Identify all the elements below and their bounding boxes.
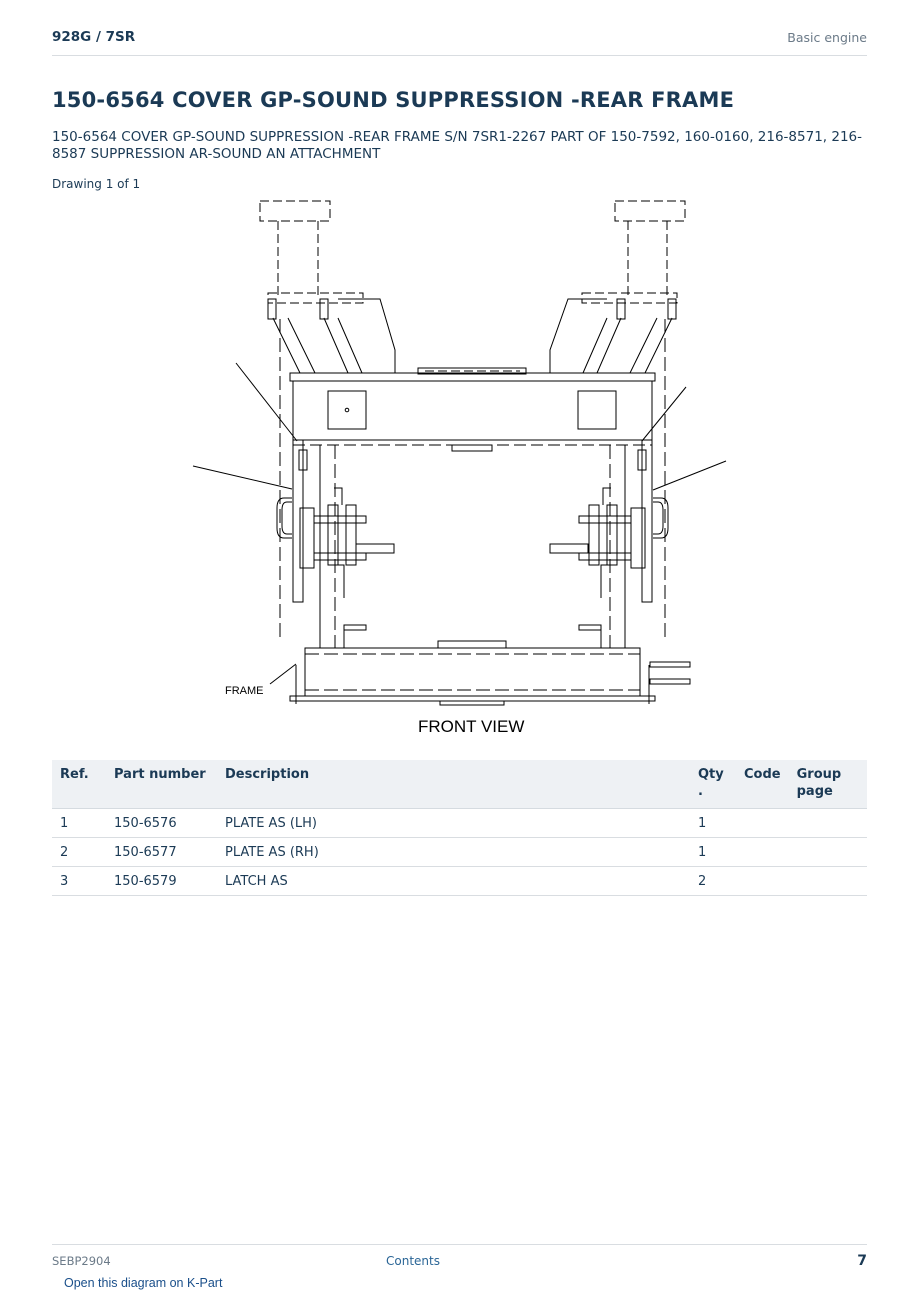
cell-ref: 3 bbox=[52, 867, 106, 896]
cell-description: PLATE AS (LH) bbox=[217, 809, 690, 838]
cell-ref: 1 bbox=[52, 809, 106, 838]
cell-qty: 2 bbox=[690, 867, 736, 896]
contents-link[interactable]: Contents bbox=[386, 1254, 440, 1268]
table-row bbox=[52, 809, 867, 838]
drawing-counter: Drawing 1 of 1 bbox=[52, 177, 141, 191]
section-label: Basic engine bbox=[787, 30, 867, 45]
table-header-row bbox=[52, 760, 867, 809]
page-header bbox=[52, 28, 867, 56]
cell-qty: 1 bbox=[690, 838, 736, 867]
model-label: 928G / 7SR bbox=[52, 29, 136, 45]
view-caption: FRONT VIEW bbox=[418, 717, 525, 736]
cell-group-page bbox=[789, 867, 867, 896]
cell-group-page bbox=[789, 838, 867, 867]
cell-description: PLATE AS (RH) bbox=[217, 838, 690, 867]
cell-group-page bbox=[789, 809, 867, 838]
page-footer bbox=[52, 1244, 867, 1275]
col-group-page: Group page bbox=[789, 760, 867, 809]
document-id: SEBP2904 bbox=[52, 1254, 111, 1268]
page-title: 150-6564 COVER GP-SOUND SUPPRESSION -REAR FRAME bbox=[52, 88, 735, 112]
parts-table bbox=[52, 760, 867, 896]
table-row bbox=[52, 867, 867, 896]
cell-code bbox=[736, 838, 789, 867]
col-code: Code bbox=[736, 760, 789, 809]
frame-callout: FRAME bbox=[225, 685, 264, 697]
cell-code bbox=[736, 809, 789, 838]
page-number: 7 bbox=[857, 1253, 867, 1269]
parts-diagram bbox=[180, 195, 740, 745]
table-row bbox=[52, 838, 867, 867]
kpart-link[interactable]: Open this diagram on K-Part bbox=[64, 1276, 223, 1290]
page-subtitle: 150-6564 COVER GP-SOUND SUPPRESSION -REAR FRAME S/N 7SR1-2267 PART OF 150-7592, 160-0160, 216-8571, 216-8587 SUPPRESSION AR-SOUND AN ATTACHMENT bbox=[52, 129, 862, 162]
col-ref: Ref. bbox=[52, 760, 106, 809]
cell-part-number: 150-6577 bbox=[106, 838, 217, 867]
col-part-number: Part number bbox=[106, 760, 217, 809]
col-description: Description bbox=[217, 760, 690, 809]
cell-description: LATCH AS bbox=[217, 867, 690, 896]
cell-part-number: 150-6579 bbox=[106, 867, 217, 896]
col-qty: Qty . bbox=[690, 760, 736, 809]
cell-part-number: 150-6576 bbox=[106, 809, 217, 838]
cell-qty: 1 bbox=[690, 809, 736, 838]
cell-code bbox=[736, 867, 789, 896]
cell-ref: 2 bbox=[52, 838, 106, 867]
